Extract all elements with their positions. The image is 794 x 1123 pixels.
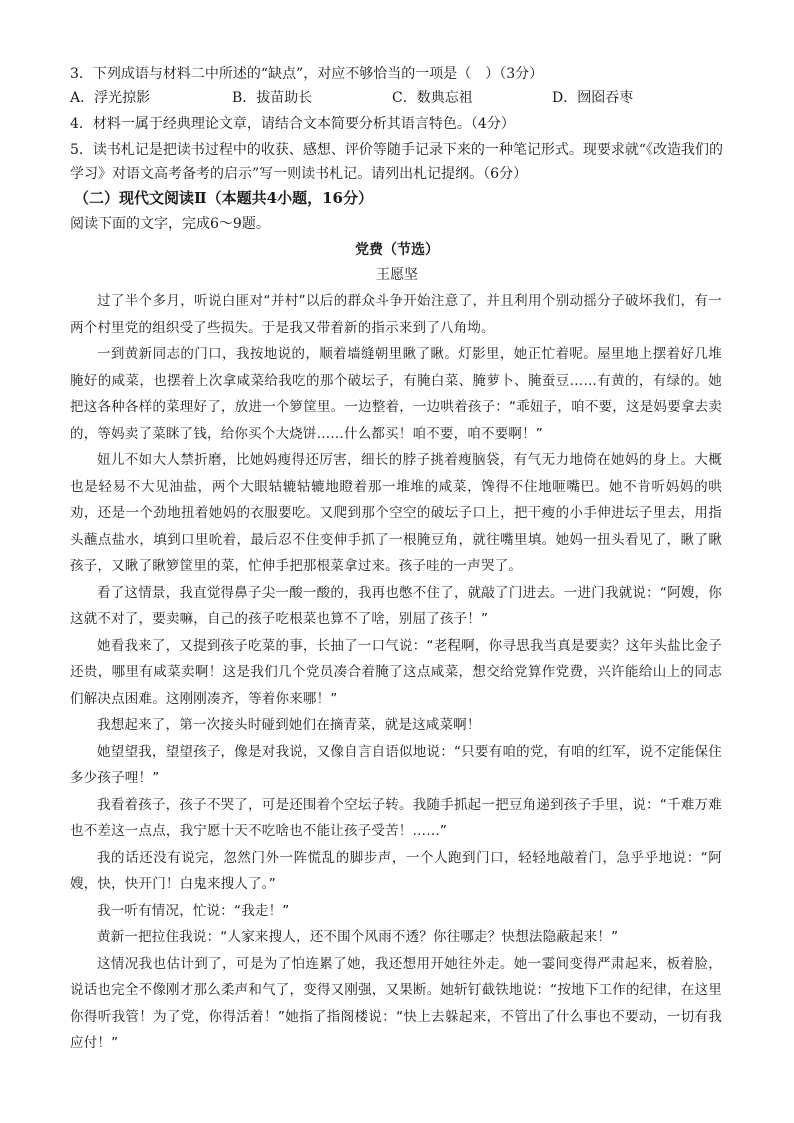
article-paragraph: 她看我来了，又提到孩子吃菜的事，长抽了一口气说：“老程啊，你寻思我当真是要卖？这年头盐比金子还贵，哪里有咸菜卖啊！这是我们几个党员凑合着腌了这点咸菜，想交给党算作党费，兴许能给山上的同志们解决点困难。这刚刚凑齐，等着你来哪！” bbox=[70, 637, 722, 707]
question-3-options bbox=[70, 86, 734, 110]
article-paragraph: 黄新一把拉住我说：“人家来搜人，还不围个风雨不透？你往哪走？快想法隐蔽起来！” bbox=[97, 929, 619, 945]
article-paragraph: 这情况我也估计到了，可是为了怕连累了她，我还想用开她往外走。她一霎间变得严肃起来，板着脸，说话也完全不像刚才那么柔声和气了，变得又刚强，又果断。她斩钉截铁地说：“按地下工作的纪律，在这里你得听我管！为了党，你得活着！”她指了指阁楼说：“快上去躲起来，不管出了什么事也不要动，一切有我应付！” bbox=[70, 955, 722, 1051]
question-5: 5．读书札记是把读书过程中的收获、感想、评价等随手记录下来的一种笔记形式。现要求就“《改造我们的学习》对语文高考备考的启示”写一则读书札记。请列出札记提纲。（6分） bbox=[70, 142, 724, 182]
article-author: 王愿坚 bbox=[376, 267, 418, 283]
article-paragraph: 我一听有情况，忙说：“我走！” bbox=[97, 902, 290, 919]
article-paragraph: 看了这情景，我直觉得鼻子尖一酸一酸的，我再也憋不住了，就敲了门进去。一进门我就说：“阿嫂，你这就不对了，要卖嘛，自己的孩子吃根菜也算不了啥，别屈了孩子！” bbox=[70, 584, 722, 627]
article-title: 党费（节选） bbox=[355, 242, 439, 258]
article-paragraph: 我的话还没有说完，忽然门外一阵慌乱的脚步声，一个人跑到门口，轻轻地敲着门，急乎乎地说：“阿嫂，快，快开门！白鬼来搜人了。” bbox=[70, 849, 722, 892]
option-b: B．拔苗助长 bbox=[232, 90, 313, 106]
question-4: 4．材料一属于经典理论文章，请结合文本简要分析其语言特色。（4分） bbox=[70, 116, 515, 132]
article-body bbox=[70, 288, 722, 1057]
article-paragraph: 她望望我，望望孩子，像是对我说，又像自言自语似地说：“只要有咱的党，有咱的红军，说不定能保住多少孩子哩！” bbox=[70, 743, 722, 786]
article-paragraph: 妞儿不如大人禁折磨，比她妈瘦得还厉害，细长的脖子挑着瘦脑袋，有气无力地倚在她妈的身上。大概也是轻易不大见油盐，两个大眼轱辘轱辘地瞪着那一堆堆的咸菜，馋得不住地咂嘴巴。她不肯听妈妈的哄劝，还是一个劲地扭着她妈的衣服要吃。又爬到那个空空的破坛子口上，把干瘦的小手伸进坛子里去，用指头蘸点盐水，填到口里吮着，最后忍不住变伸手抓了一根腌豆角，就往嘴里填。她妈一扭头看见了，瞅了瞅孩子，又瞅了瞅箩筐里的菜，忙伸手把那根菜拿过来。孩子哇的一声哭了。 bbox=[70, 452, 722, 574]
section-instruction: 阅读下面的文字，完成6～9题。 bbox=[70, 216, 270, 232]
option-a: A．浮光掠影 bbox=[70, 90, 151, 106]
article-paragraph: 我想起来了，第一次接头时碰到她们在摘青菜，就是这咸菜啊！ bbox=[97, 717, 481, 733]
option-c: C．数典忘祖 bbox=[392, 90, 473, 106]
article-paragraph: 过了半个多月，听说白匪对“并村”以后的群众斗争开始注意了，并且利用个别动摇分子破坏我们，有一两个村里党的组织受了些损失。于是我又带着新的指示来到了八角坳。 bbox=[70, 293, 722, 336]
option-d: D．囫囵吞枣 bbox=[552, 90, 634, 106]
question-3: 3．下列成语与材料二中所述的“缺点”，对应不够恰当的一项是（ ）（3分） bbox=[70, 66, 544, 82]
article-paragraph: 一到黄新同志的门口，我按地说的，顺着墙缝朝里瞅了瞅。灯影里，她正忙着呢。屋里地上摆着好几堆腌好的咸菜，也摆着上次拿咸菜给我吃的那个破坛子，有腌白菜、腌萝卜、腌蚕豆……有黄的，有绿的。她把这各种各样的菜理好了，放进一个箩筐里。一边整着，一边哄着孩子：“乖妞子，咱不要，这是妈要拿去卖的，等妈卖了菜眯了钱，给你买个大烧饼……什么都买！咱不要，咱不要啊！” bbox=[70, 346, 722, 442]
section-heading: （二）现代文阅读Ⅱ（本题共4小题，16分） bbox=[74, 189, 373, 207]
article-paragraph: 我看着孩子，孩子不哭了，可是还围着个空坛子转。我随手抓起一把豆角递到孩子手里，说：“千难万难也不差这一点点，我宁愿十天不吃啥也不能让孩子受苦！……” bbox=[70, 796, 722, 839]
